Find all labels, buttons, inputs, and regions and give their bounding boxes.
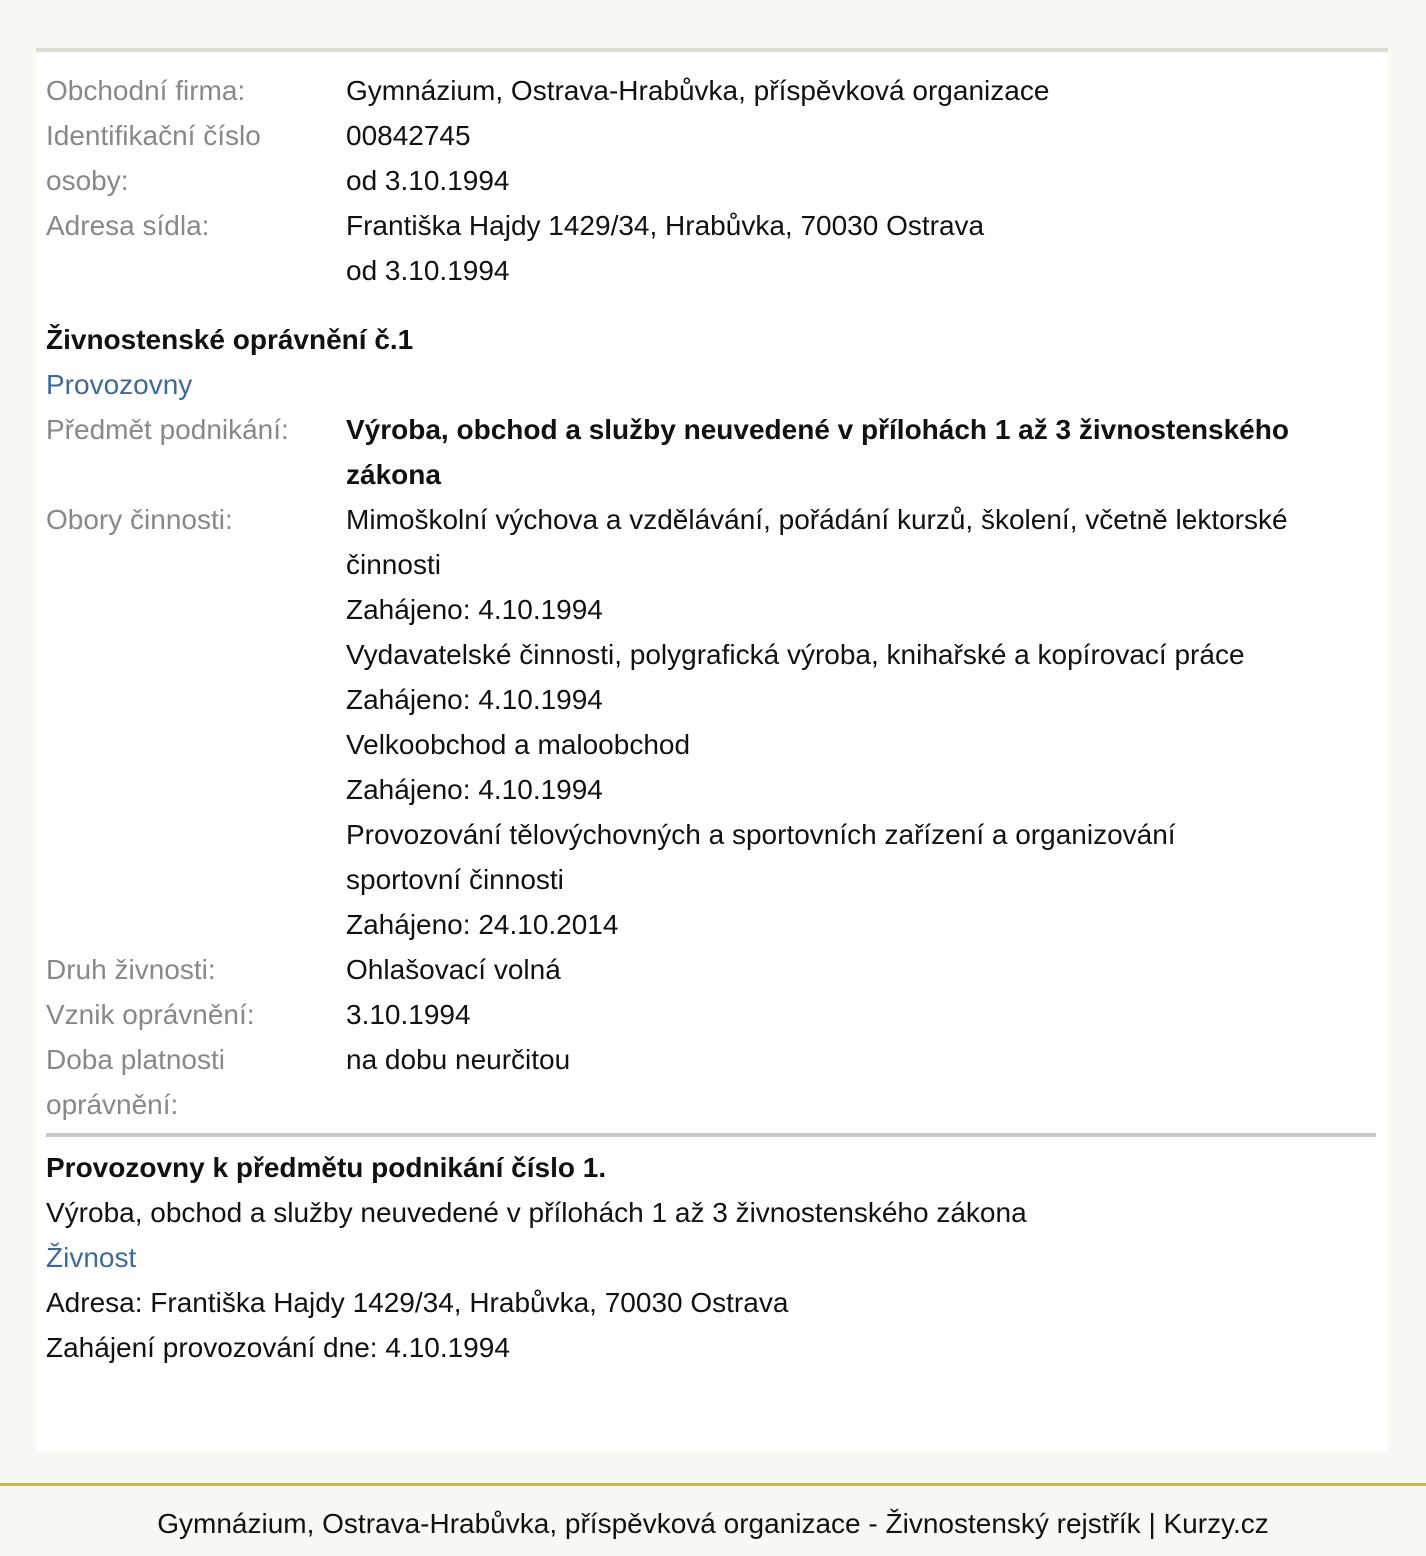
address-value	[346, 203, 1376, 293]
page-footer	[0, 1483, 1426, 1556]
origin-value	[346, 992, 1376, 1037]
company-name-value	[346, 68, 1376, 113]
address-since: od 3.10.1994	[346, 255, 510, 286]
validity-value	[346, 1037, 1376, 1127]
type-text: Ohlašovací volná	[346, 954, 561, 985]
field-started: Zahájeno: 4.10.1994	[346, 594, 603, 625]
validity-label-line2: oprávnění:	[46, 1089, 179, 1120]
ico-row	[46, 113, 1376, 203]
registry-card	[36, 48, 1388, 1451]
trade-link[interactable]: Živnost	[46, 1242, 137, 1273]
ico-label-line1: Identifikační číslo	[46, 120, 261, 151]
origin-text: 3.10.1994	[346, 999, 471, 1030]
origin-label: Vznik oprávnění:	[46, 999, 255, 1030]
fields-label: Obory činnosti:	[46, 504, 233, 535]
premises-address: Adresa: Františka Hajdy 1429/34, Hrabůvka, 70030 Ostrava	[46, 1287, 789, 1318]
company-name-row	[46, 68, 1376, 113]
address-row	[46, 203, 1376, 293]
premises-subject: Výroba, obchod a služby neuvedené v přílohách 1 až 3 živnostenského zákona	[46, 1197, 1027, 1228]
ico-label-line2: osoby:	[46, 165, 129, 196]
validity-text: na dobu neurčitou	[346, 1044, 571, 1075]
subject-label: Předmět podnikání:	[46, 414, 289, 445]
section-divider	[46, 1133, 1376, 1137]
premises-start: Zahájení provozování dne: 4.10.1994	[46, 1332, 510, 1363]
ico-number: 00842745	[346, 120, 471, 151]
validity-label-line1: Doba platnosti	[46, 1044, 226, 1075]
premises-title: Provozovny k předmětu podnikání číslo 1.	[46, 1152, 607, 1183]
company-name-text: Gymnázium, Ostrava-Hrabůvka, příspěvková organizace	[346, 75, 1050, 106]
field-name: Velkoobchod a maloobchod	[346, 729, 691, 760]
type-row	[46, 947, 1376, 992]
premises-link[interactable]: Provozovny	[46, 369, 193, 400]
company-name-label: Obchodní firma:	[46, 75, 246, 106]
ico-value	[346, 113, 1376, 203]
type-value	[346, 947, 1376, 992]
type-label: Druh živnosti:	[46, 954, 216, 985]
validity-row	[46, 1037, 1376, 1127]
address-label: Adresa sídla:	[46, 210, 210, 241]
fields-list	[346, 497, 1376, 947]
registry-content	[46, 68, 1376, 1370]
field-started: Zahájeno: 24.10.2014	[346, 909, 619, 940]
validity-label	[46, 1037, 346, 1127]
fields-row	[46, 497, 1376, 947]
field-started: Zahájeno: 4.10.1994	[346, 774, 603, 805]
address-text: Františka Hajdy 1429/34, Hrabůvka, 70030 Ostrava	[346, 210, 985, 241]
field-name: Mimoškolní výchova a vzdělávání, pořádání kurzů, školení, včetně lektorské činnosti	[346, 504, 1288, 580]
field-started: Zahájeno: 4.10.1994	[346, 684, 603, 715]
licence-title: Živnostenské oprávnění č.1	[46, 324, 414, 355]
subject-text: Výroba, obchod a služby neuvedené v přílohách 1 až 3 živnostenského zákona	[346, 414, 1289, 490]
subject-row	[46, 407, 1376, 497]
ico-since: od 3.10.1994	[346, 165, 510, 196]
ico-label	[46, 113, 346, 203]
field-name: Provozování tělovýchovných a sportovních zařízení a organizování sportovní činnosti	[346, 819, 1176, 895]
footer-text: Gymnázium, Ostrava-Hrabůvka, příspěvková organizace - Živnostenský rejstřík | Kurzy.cz	[157, 1508, 1269, 1539]
field-name: Vydavatelské činnosti, polygrafická výroba, knihařské a kopírovací práce	[346, 639, 1245, 670]
origin-row	[46, 992, 1376, 1037]
subject-value	[346, 407, 1376, 497]
